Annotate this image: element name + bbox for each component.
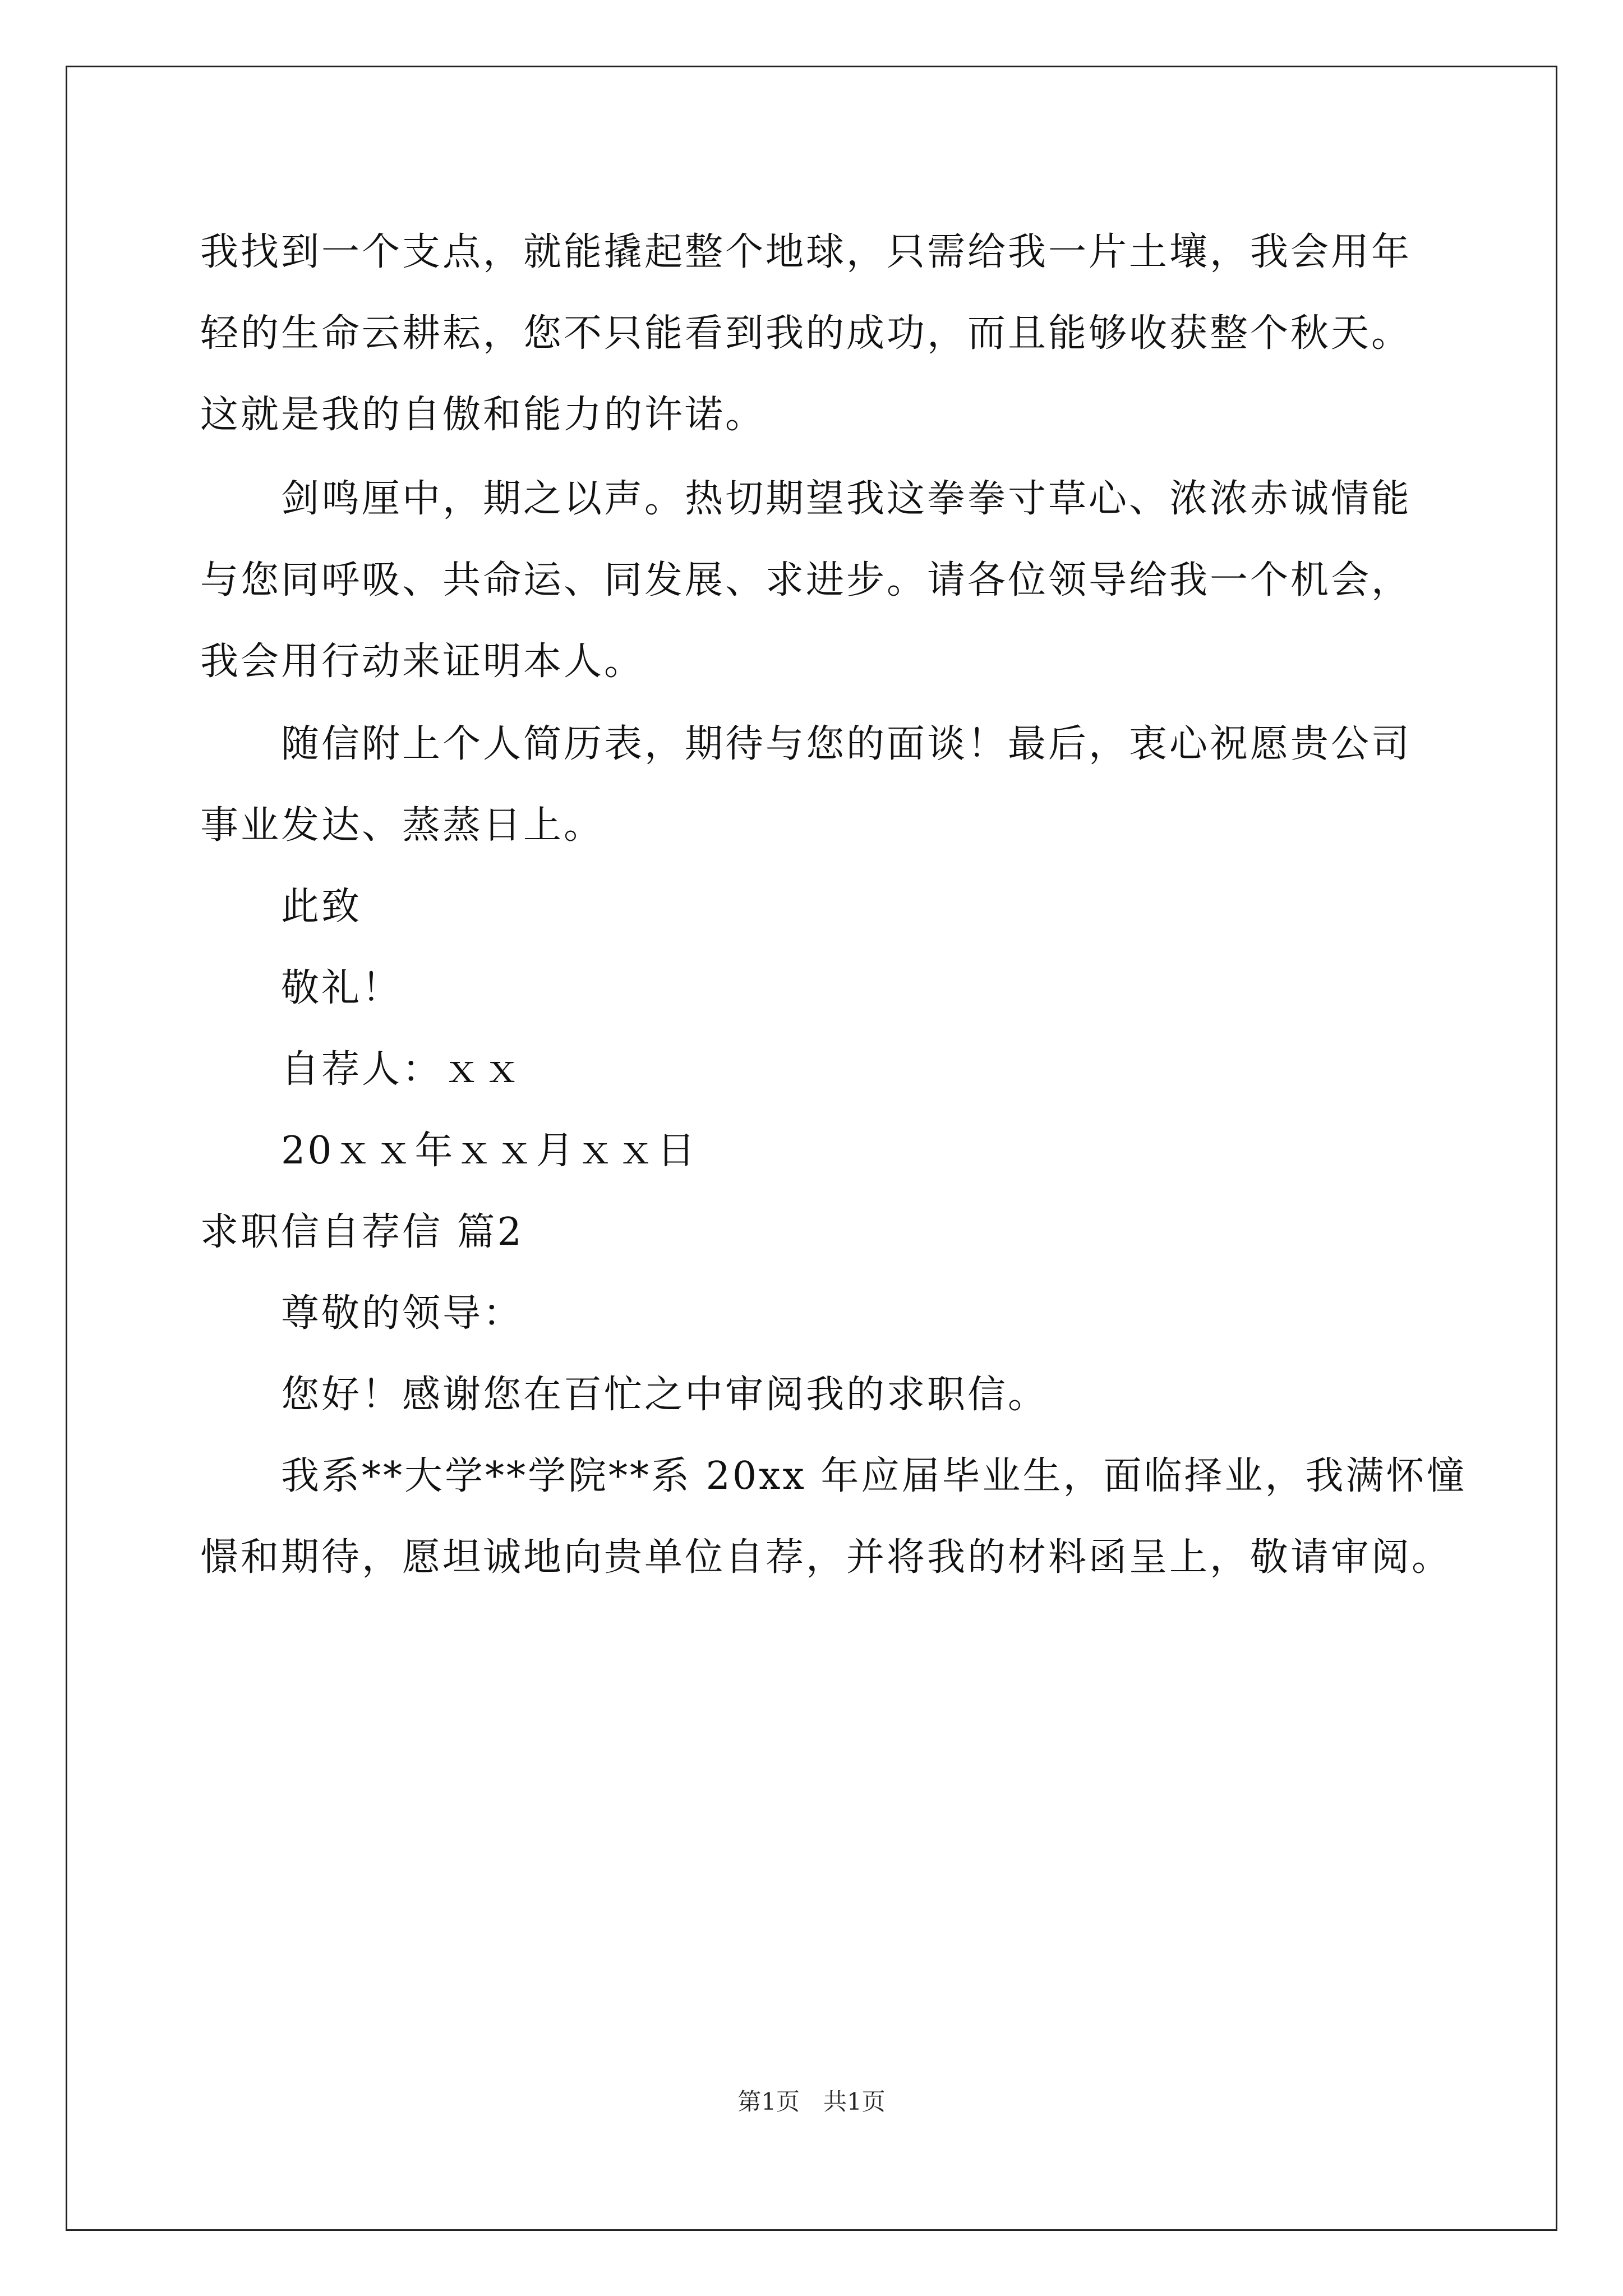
signature-line: 自荐人：ｘｘ (281, 1047, 524, 1092)
paragraph-line: 我找到一个支点，就能撬起整个地球，只需给我一片土壤，我会用年 (200, 230, 1412, 274)
paragraph-line: 憬和期待，愿坦诚地向贵单位自荐，并将我的材料函呈上，敬请审阅。 (200, 1535, 1453, 1580)
date-line: 20ｘｘ年ｘｘ月ｘｘ日 (281, 1129, 698, 1173)
paragraph-line: 与您同呼吸、共命运、同发展、求进步。请各位领导给我一个机会， (200, 558, 1412, 602)
paragraph-line: 我会用行动来证明本人。 (200, 639, 645, 684)
section-heading: 求职信自荐信 篇2 (200, 1210, 524, 1254)
paragraph-line: 剑鸣厘中，期之以声。热切期望我这拳拳寸草心、浓浓赤诚情能 (281, 477, 1412, 521)
paragraph-line: 轻的生命云耕耘，您不只能看到我的成功，而且能够收获整个秋天。 (200, 311, 1412, 356)
closing-salutation: 此致 (281, 885, 362, 929)
paragraph-line: 随信附上个人简历表，期待与您的面谈！最后，衷心祝愿贵公司 (281, 722, 1412, 766)
page-footer: 第1页 共1页 (737, 2088, 886, 2115)
closing-regards: 敬礼！ (281, 966, 403, 1010)
paragraph-line: 我系**大学**学院**系 20xx 年应届毕业生，面临择业，我满怀憧 (281, 1454, 1467, 1498)
greeting-line: 尊敬的领导： (281, 1291, 524, 1336)
paragraph-line: 这就是我的自傲和能力的许诺。 (200, 393, 766, 437)
paragraph-line: 您好！感谢您在百忙之中审阅我的求职信。 (281, 1373, 1049, 1417)
paragraph-line: 事业发达、蒸蒸日上。 (200, 803, 605, 848)
